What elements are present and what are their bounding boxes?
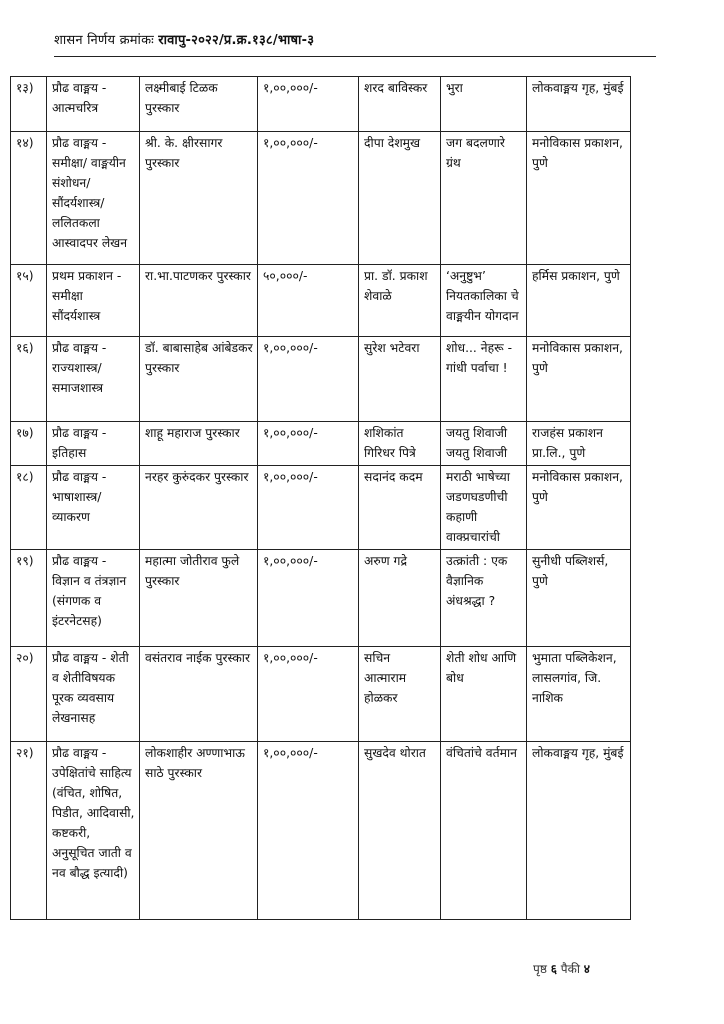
cell-serial-number: १४): [11, 132, 47, 265]
cell-prize-amount: १,००,०००/-: [258, 132, 359, 265]
cell-publisher: मनोविकास प्रकाशन, पुणे: [527, 466, 631, 550]
cell-category: प्रौढ वाङ्मय - शेती व शेतीविषयक पूरक व्यवसाय लेखनासह: [47, 647, 140, 742]
cell-category: प्रौढ वाङ्मय - भाषाशास्त्र/व्याकरण: [47, 466, 140, 550]
cell-category: प्रौढ वाङ्मय - उपेक्षितांचे साहित्य (वंचित, शोषित, पिडीत, आदिवासी, कष्टकरी, अनुसूचित जाती व नव बौद्ध इत्यादी): [47, 742, 140, 920]
cell-category: प्रौढ वाङ्मय - समीक्षा/ वाङ्मयीन संशोधन/ सौंदर्यशास्त्र/ ललितकला आस्वादपर लेखन: [47, 132, 140, 265]
cell-category: प्रौढ वाङ्मय - इतिहास: [47, 422, 140, 466]
document-header: [54, 30, 314, 48]
cell-award-name: श्री. के. क्षीरसागर पुरस्कार: [140, 132, 258, 265]
table-row: [11, 742, 631, 920]
table-row: [11, 466, 631, 550]
cell-serial-number: १६): [11, 337, 47, 422]
cell-category: प्रौढ वाङ्मय - आत्मचरित्र: [47, 77, 140, 132]
cell-publisher: हर्मिस प्रकाशन, पुणे: [527, 265, 631, 337]
page-footer: [533, 960, 590, 977]
header-divider: [54, 56, 656, 57]
cell-serial-number: १५): [11, 265, 47, 337]
cell-award-name: वसंतराव नाईक पुरस्कार: [140, 647, 258, 742]
footer-total-pages: ४: [583, 962, 591, 976]
cell-serial-number: २१): [11, 742, 47, 920]
cell-category: प्रौढ वाङ्मय - विज्ञान व तंत्रज्ञान (संगणक व इंटरनेटसह): [47, 550, 140, 647]
cell-serial-number: १८): [11, 466, 47, 550]
table-row: [11, 647, 631, 742]
cell-category: प्रौढ वाङ्मय - राज्यशास्त्र/समाजशास्त्र: [47, 337, 140, 422]
cell-publisher: लोकवाङ्मय गृह, मुंबई: [527, 742, 631, 920]
cell-publisher: राजहंस प्रकाशन प्रा.लि., पुणे: [527, 422, 631, 466]
cell-award-name: नरहर कुरुंदकर पुरस्कार: [140, 466, 258, 550]
cell-prize-amount: १,००,०००/-: [258, 742, 359, 920]
cell-book-title: मराठी भाषेच्या जडणघडणीची कहाणी वाक्प्रचारांची: [441, 466, 527, 550]
cell-publisher: मनोविकास प्रकाशन, पुणे: [527, 132, 631, 265]
table-row: [11, 265, 631, 337]
cell-book-title: वंचितांचे वर्तमान: [441, 742, 527, 920]
cell-prize-amount: १,००,०००/-: [258, 337, 359, 422]
cell-serial-number: १७): [11, 422, 47, 466]
footer-prefix: पृष्ठ: [533, 962, 547, 976]
cell-book-title: भुरा: [441, 77, 527, 132]
cell-award-name: रा.भा.पाटणकर पुरस्कार: [140, 265, 258, 337]
cell-book-title: शेती शोध आणि बोध: [441, 647, 527, 742]
table-row: [11, 337, 631, 422]
cell-serial-number: १९): [11, 550, 47, 647]
cell-prize-amount: १,००,०००/-: [258, 422, 359, 466]
cell-award-name: लक्ष्मीबाई टिळक पुरस्कार: [140, 77, 258, 132]
cell-publisher: मनोविकास प्रकाशन, पुणे: [527, 337, 631, 422]
cell-book-title: जयतु शिवाजी जयतु शिवाजी: [441, 422, 527, 466]
cell-author-name: अरुण गद्रे: [359, 550, 441, 647]
cell-book-title: उत्क्रांती : एक वैज्ञानिक अंधश्रद्धा ?: [441, 550, 527, 647]
header-reference: रावापु-२०२२/प्र.क्र.१३८/भाषा-३: [158, 33, 315, 48]
table-row: [11, 132, 631, 265]
cell-prize-amount: १,००,०००/-: [258, 77, 359, 132]
cell-publisher: भुमाता पब्लिकेशन, लासलगांव, जि. नाशिक: [527, 647, 631, 742]
cell-publisher: लोकवाङ्मय गृह, मुंबई: [527, 77, 631, 132]
cell-author-name: प्रा. डॉ. प्रकाश शेवाळे: [359, 265, 441, 337]
cell-award-name: लोकशाहीर अण्णाभाऊ साठे पुरस्कार: [140, 742, 258, 920]
table-row: [11, 422, 631, 466]
cell-author-name: सुखदेव थोरात: [359, 742, 441, 920]
cell-author-name: शरद बाविस्कर: [359, 77, 441, 132]
cell-award-name: महात्मा जोतीराव फुले पुरस्कार: [140, 550, 258, 647]
cell-book-title: जग बदलणारे ग्रंथ: [441, 132, 527, 265]
cell-prize-amount: ५०,०००/-: [258, 265, 359, 337]
cell-serial-number: २०): [11, 647, 47, 742]
cell-author-name: सुरेश भटेवरा: [359, 337, 441, 422]
cell-category: प्रथम प्रकाशन - समीक्षा सौंदर्यशास्त्र: [47, 265, 140, 337]
cell-prize-amount: १,००,०००/-: [258, 647, 359, 742]
table-row: [11, 77, 631, 132]
awards-table: [10, 76, 631, 920]
table-row: [11, 550, 631, 647]
footer-page-number: ६: [550, 962, 557, 976]
awards-table-body: [11, 77, 631, 920]
cell-prize-amount: १,००,०००/-: [258, 550, 359, 647]
header-prefix: शासन निर्णय क्रमांकः: [54, 33, 154, 48]
cell-author-name: दीपा देशमुख: [359, 132, 441, 265]
cell-prize-amount: १,००,०००/-: [258, 466, 359, 550]
cell-publisher: सुनीधी पब्लिशर्स, पुणे: [527, 550, 631, 647]
cell-serial-number: १३): [11, 77, 47, 132]
cell-author-name: सदानंद कदम: [359, 466, 441, 550]
cell-book-title: ‘अनुष्टुभ’ नियतकालिका चे वाङ्मयीन योगदान: [441, 265, 527, 337]
cell-author-name: सचिन आत्माराम होळकर: [359, 647, 441, 742]
cell-author-name: शशिकांत गिरिधर पित्रे: [359, 422, 441, 466]
cell-award-name: डॉ. बाबासाहेब आंबेडकर पुरस्कार: [140, 337, 258, 422]
footer-middle: पैकी: [560, 962, 580, 976]
cell-award-name: शाहू महाराज पुरस्कार: [140, 422, 258, 466]
cell-book-title: शोध... नेहरू - गांधी पर्वाचा !: [441, 337, 527, 422]
